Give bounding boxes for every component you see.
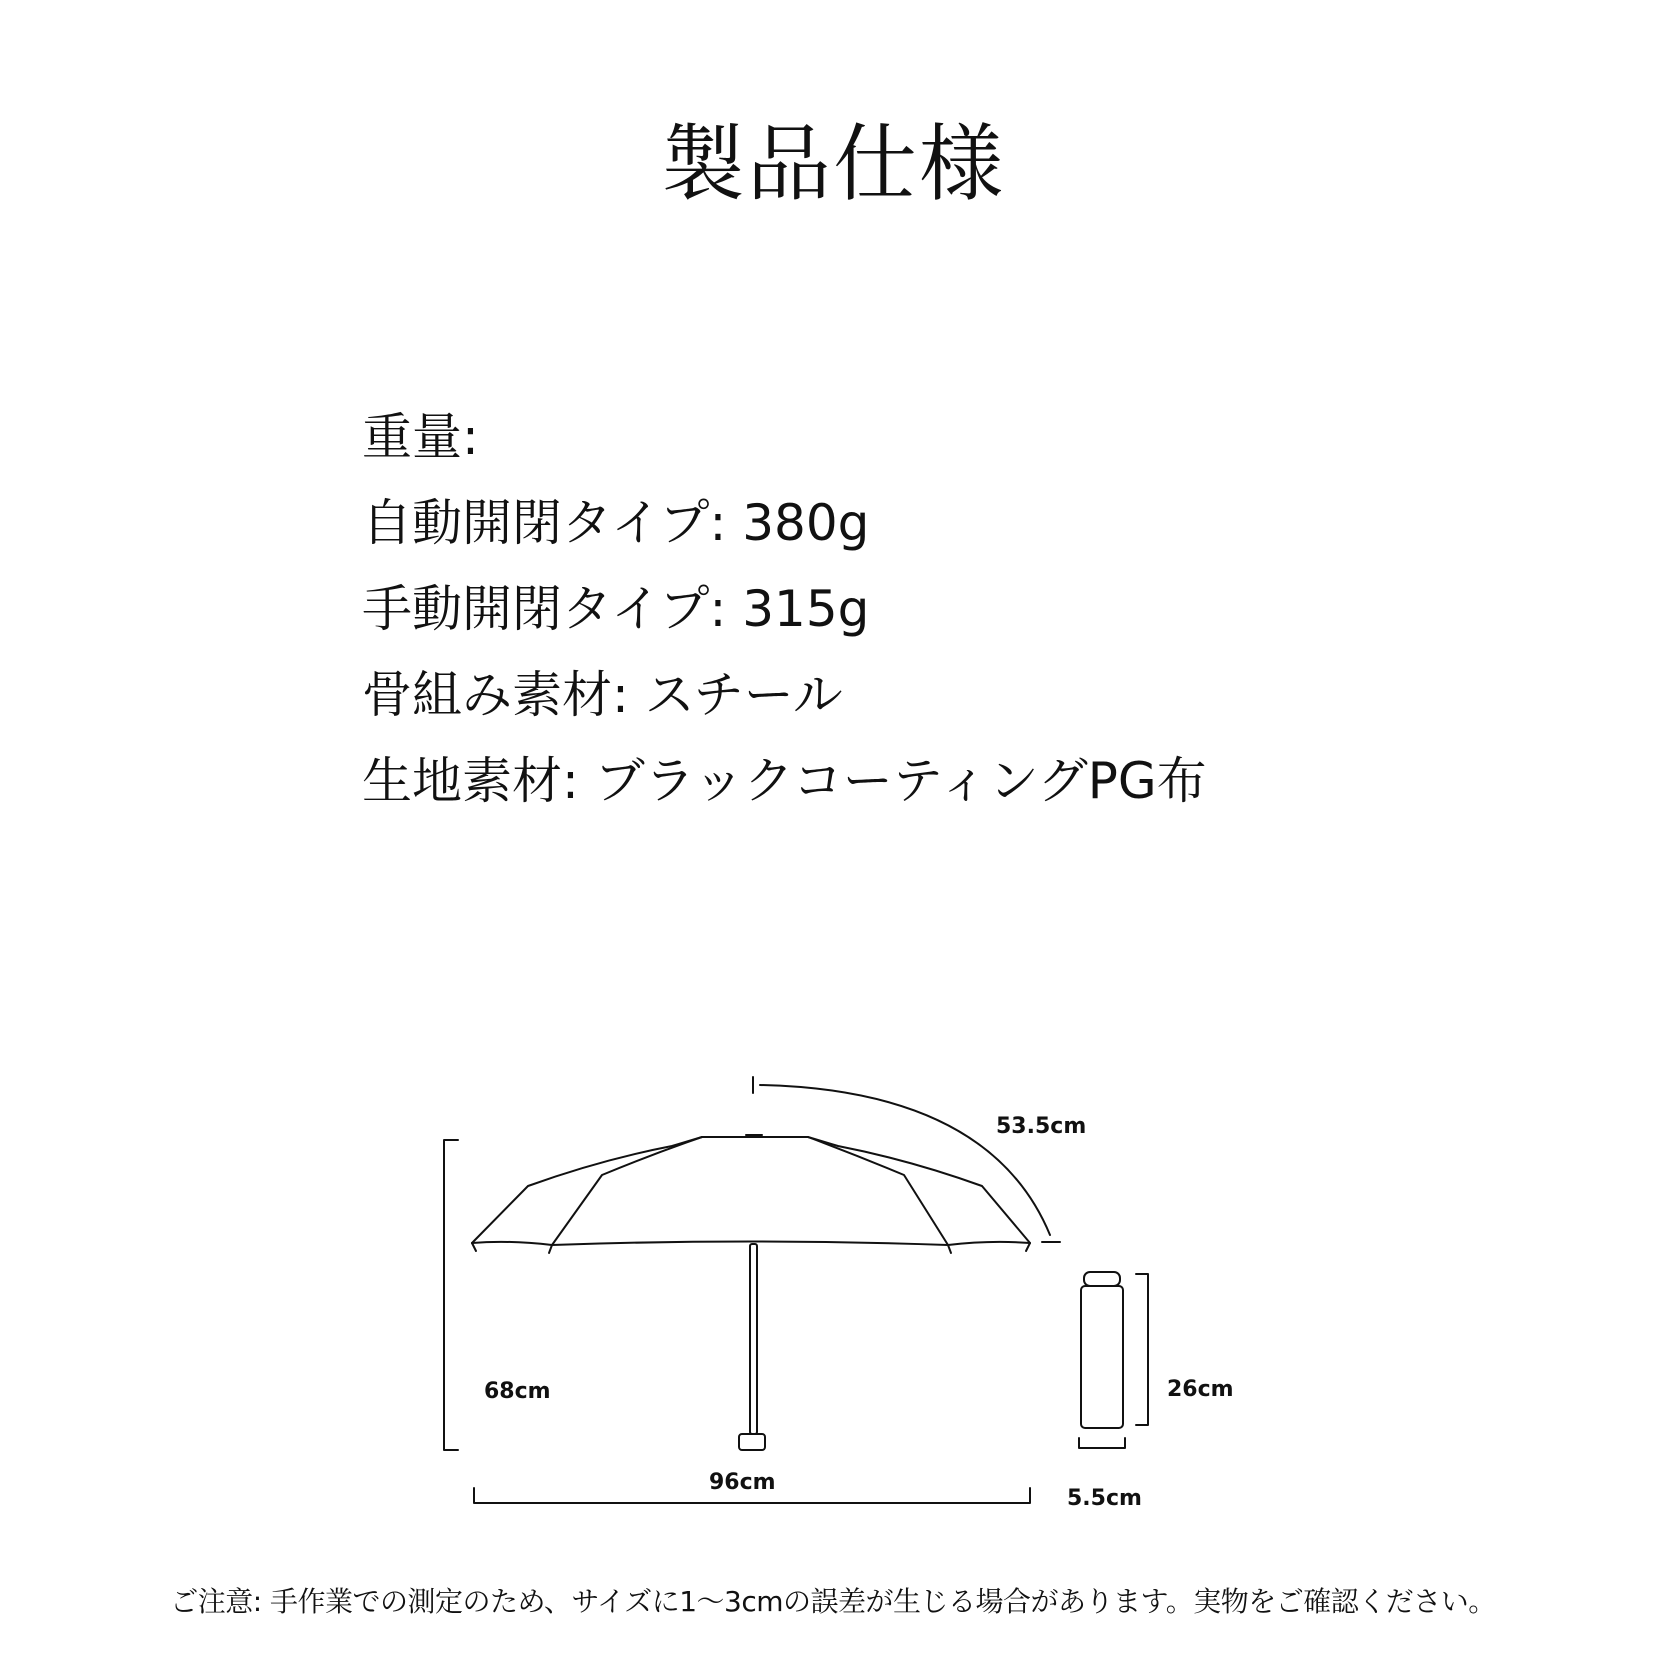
- spec-manual-weight: 手動開閉タイプ: 315g: [362, 580, 870, 638]
- folded-width-label: 5.5cm: [1067, 1486, 1142, 1511]
- open-height-label: 68cm: [484, 1379, 551, 1404]
- folded-length-label: 26cm: [1167, 1377, 1234, 1402]
- folded-umbrella-cap: [1084, 1272, 1120, 1286]
- measurement-note: ご注意: 手作業での測定のため、サイズに1～3cmの誤差が生じる場合があります。実物をご確認ください。: [170, 1585, 1496, 1618]
- folded-length-bracket: [1136, 1274, 1148, 1425]
- height-dimension-bracket: [444, 1140, 458, 1450]
- umbrella-shaft: [750, 1244, 757, 1434]
- canopy-arc-label: 53.5cm: [996, 1114, 1087, 1139]
- spec-fabric-material: 生地素材: ブラックコーティングPG布: [362, 752, 1207, 810]
- spec-frame-material: 骨組み素材: スチール: [362, 666, 843, 724]
- spec-weight-heading: 重量:: [362, 408, 479, 466]
- open-width-label: 96cm: [709, 1470, 776, 1495]
- folded-umbrella-body: [1081, 1286, 1123, 1428]
- umbrella-handle: [739, 1434, 765, 1450]
- spec-auto-weight: 自動開閉タイプ: 380g: [362, 494, 870, 552]
- page-title: 製品仕様: [660, 115, 1005, 213]
- umbrella-canopy-outline: [472, 1137, 1030, 1243]
- umbrella-canopy-inner-rib: [552, 1137, 702, 1245]
- umbrella-canopy-inner-rib: [808, 1137, 948, 1245]
- canopy-arc-dimension-line: [760, 1085, 1050, 1235]
- folded-width-bracket: [1079, 1438, 1125, 1448]
